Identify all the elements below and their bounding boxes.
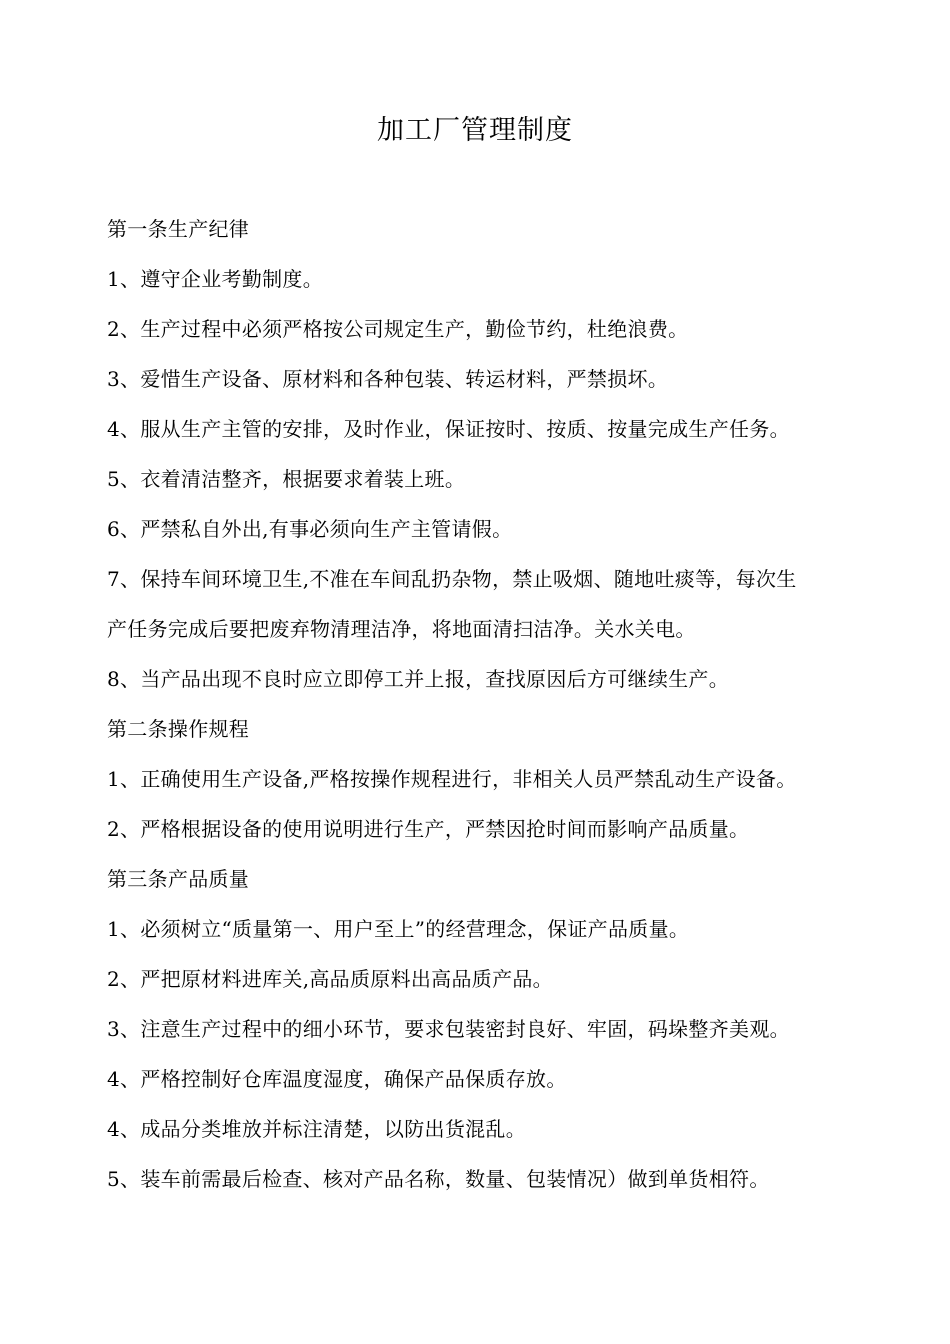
paragraph-line: 2、严把原材料进库关,高品质原料出高品质产品。 — [107, 967, 553, 991]
paragraph-line: 3、爱惜生产设备、原材料和各种包装、转运材料，严禁损坏。 — [107, 367, 669, 391]
paragraph-line: 8、当产品出现不良时应立即停工并上报，查找原因后方可继续生产。 — [107, 667, 730, 691]
paragraph-line: 1、正确使用生产设备,严格按操作规程进行，非相关人员严禁乱动生产设备。 — [107, 767, 797, 791]
paragraph-line: 4、成品分类堆放并标注清楚，以防出货混乱。 — [107, 1117, 527, 1141]
paragraph-line: 4、服从生产主管的安排，及时作业，保证按时、按质、按量完成生产任务。 — [107, 417, 790, 441]
section-heading-operating-procedures: 第二条操作规程 — [107, 717, 250, 741]
section-heading-product-quality: 第三条产品质量 — [107, 867, 250, 891]
paragraph-line: 5、装车前需最后检查、核对产品名称，数量、包装情况）做到单货相符。 — [107, 1167, 770, 1191]
paragraph-line: 6、严禁私自外出,有事必须向生产主管请假。 — [107, 517, 513, 541]
paragraph-line: 产任务完成后要把废弃物清理洁净，将地面清扫洁净。关水关电。 — [107, 617, 696, 641]
paragraph-line: 1、遵守企业考勤制度。 — [107, 267, 324, 291]
paragraph-line: 2、严格根据设备的使用说明进行生产，严禁因抢时间而影响产品质量。 — [107, 817, 750, 841]
paragraph-line: 4、严格控制好仓库温度湿度，确保产品保质存放。 — [107, 1067, 567, 1091]
document-body — [107, 212, 842, 1212]
paragraph-line: 3、注意生产过程中的细小环节，要求包装密封良好、牢固，码垛整齐美观。 — [107, 1017, 790, 1041]
paragraph-line: 5、衣着清洁整齐，根据要求着装上班。 — [107, 467, 466, 491]
paragraph-line: 2、生产过程中必须严格按公司规定生产，勤俭节约，杜绝浪费。 — [107, 317, 689, 341]
paragraph-line: 7、保持车间环境卫生,不准在车间乱扔杂物，禁止吸烟、随地吐痰等，每次生 — [107, 567, 797, 591]
section-heading-production-discipline: 第一条生产纪律 — [107, 217, 250, 241]
paragraph-line: 1、必须树立“质量第一、用户至上”的经营理念，保证产品质量。 — [107, 917, 690, 941]
document-title: 加工厂管理制度 — [377, 115, 573, 146]
